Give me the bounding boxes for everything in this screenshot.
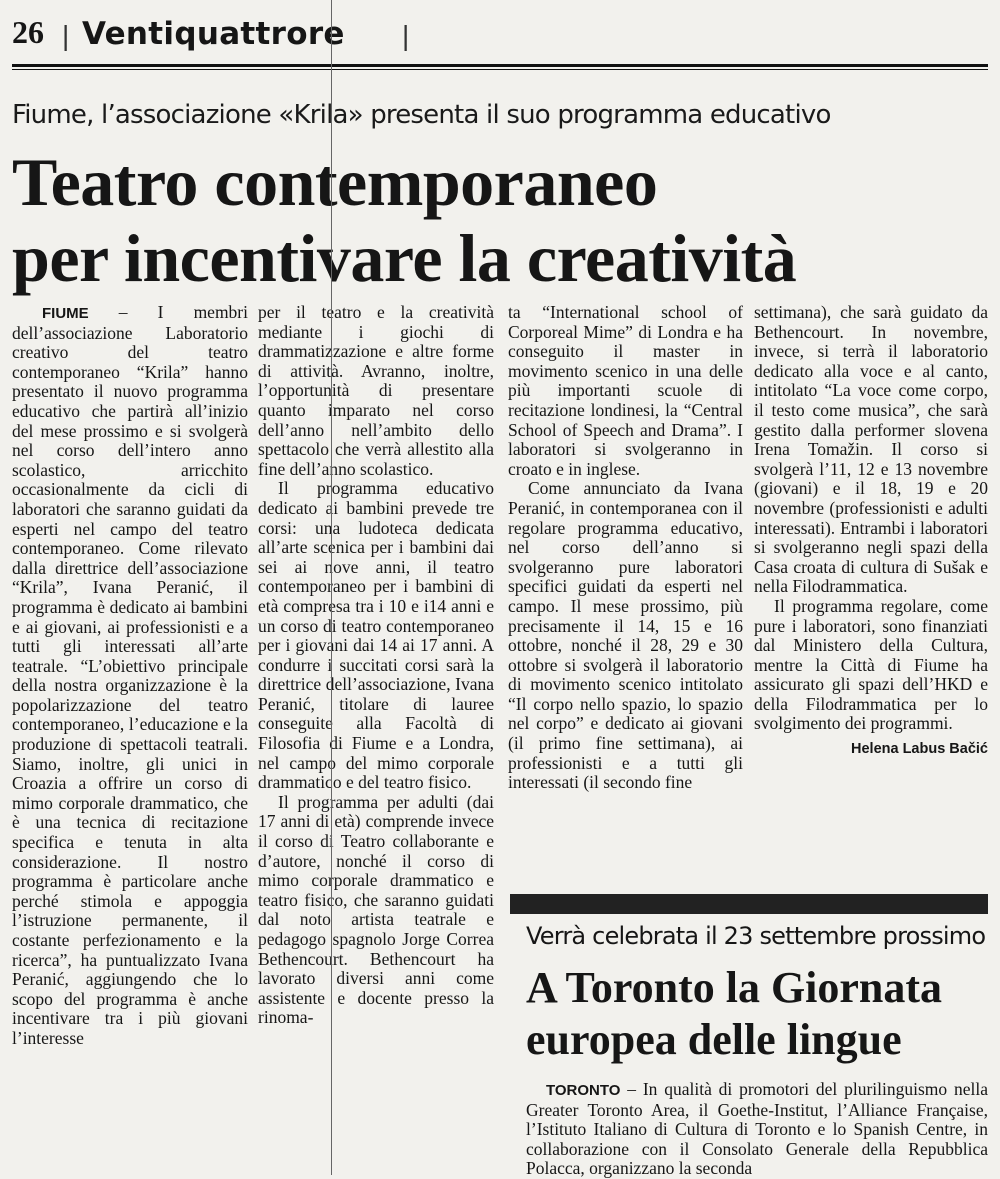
paragraph: per il teatro e la creatività mediante i giochi di drammatizzazione e altre forme di attività. Avranno, inoltre, l’opportunità di presentare quanto imparato nel corso dell’anno nell’ambito dello spettacolo che verrà allestito alla fine dell’anno scolastico. <box>258 302 494 479</box>
paragraph: ta “International school of Corporeal Mime” di Londra e ha conseguito il master in movimento scenico in una delle più importanti scuole di recitazione londinesi, la “Central School of Speech and Drama”. I laboratori si svolgeranno in croato e in inglese. <box>508 302 743 479</box>
paragraph: Il programma per adulti (dai 17 anni di età) comprende invece il corso di Teatro collaborante e d’autore, nonché il corso di mimo corporale drammatico e teatro fisico, che saranno guidati dal noto artista teatrale e pedagogo spagnolo Jorge Correa Bethencourt. Bethencourt ha lavorato diversi anni come assistente e docente presso la rinoma- <box>258 791 494 1028</box>
article-kicker: Fiume, l’associazione «Krila» presenta il suo programma educativo <box>12 100 831 130</box>
page-number: 26 <box>12 14 44 50</box>
paragraph <box>526 1080 988 1179</box>
paragraph <box>12 303 248 1049</box>
section-divider-bar <box>510 894 988 914</box>
paragraph: Il programma educativo dedicato ai bambini prevede tre corsi: una ludoteca dedicata all’arte scenica per i bambini dai sei ai nove anni, il teatro contemporaneo per i bambini di età compresa tra i 10 e i14 anni e un corso di teatro contemporaneo per i giovani dai 14 ai 17 anni. A condurre i succitati corsi sarà la direttrice dell’associazione, Ivana Peranić, titolare di lauree conseguite alla Facoltà di Filosofia di Fiume e a Londra, nel campo del mimo corporale drammatico e del teatro fisico. <box>258 478 494 793</box>
header-separator: | <box>62 20 70 51</box>
headline-line-1: A Toronto la Giornata <box>526 963 943 1012</box>
article-dateline: FIUME <box>42 305 89 322</box>
article-column-4 <box>754 303 988 760</box>
headline-line-2: europea delle lingue <box>526 1015 902 1064</box>
newspaper-name: Ventiquattrore <box>82 16 345 52</box>
paragraph: Il programma regolare, come pure i laboratori, sono finanziati dal Ministero della Cultura, mentre la Città di Fiume ha assicurato gli spazi dell’HKD e della Filodrammatica per lo svolgimento dei programmi. <box>754 595 988 734</box>
paragraph-text: – In qualità di promotori del plurilinguismo nella Greater Toronto Area, il Goethe-Institut, l’Alliance Française, l’Istituto Italiano di Cultura di Toronto e lo Spanish Centre, in collaborazione con il Consolato Generale della Repubblica Polacca, organizzano la seconda <box>526 1079 988 1179</box>
page-header <box>12 14 988 60</box>
header-rule-thin <box>12 69 988 70</box>
article-headline <box>12 144 796 296</box>
paragraph: Come annunciato da Ivana Peranić, in contemporanea con il regolare programma educativo, nel corso dell’anno si svolgeranno pure laboratori specifici guidati da esperti nel campo. Il mese prossimo, più precisamente il 14, 15 e 16 ottobre, nonché il 28, 29 e 30 ottobre si svolgerà il laboratorio di movimento scenico intitolato “Il corpo nello spazio, lo spazio nel corpo” e dedicato ai giovani (il primo fine settimana), ai professionisti e a tutti gli interessati (il secondo fine <box>508 478 743 793</box>
paragraph: settimana), che sarà guidato da Bethencourt. In novembre, invece, si terrà il laboratorio dedicato alla voce e al canto, intitolato “La voce come corpo, il testo come musica”, che sarà gestito dalla performer slovena Irena Tomažin. Il corso si svolgerà l’11, 12 e 13 novembre (giovani) e il 18, 19 e 20 novembre (professionisti e adulti interessati). Entrambi i laboratori si svolgeranno negli spazi della Casa croata di cultura di Sušak e nella Filodrammatica. <box>754 302 988 597</box>
headline-line-2: per incentivare la creatività <box>12 220 797 296</box>
header-rule-thick <box>12 64 988 67</box>
article-column-3 <box>508 303 743 793</box>
article-column-1 <box>12 303 248 1049</box>
article2-kicker: Verrà celebrata il 23 settembre prossimo <box>526 922 986 950</box>
headline-line-1: Teatro contemporaneo <box>12 144 658 220</box>
paragraph-text: – I membri dell’associazione Laboratorio creativo del teatro contemporaneo “Krila” hanno presentato il nuovo programma educativo che partirà all’inizio del mese prossimo e si svolgerà nel corso dell’intero anno scolastico, arricchito occasionalmente da cicli di laboratori che saranno guidati da esperti nel campo del teatro contemporaneo. Come rilevato dalla direttrice dell’associazione “Krila”, Ivana Peranić, il programma è dedicato ai bambini e ai giovani, ai professionisti e a tutti gli interessati all’arte teatrale. “L’obiettivo principale della nostra organizzazione è la popolarizzazione del teatro contemporaneo, l’educazione e la produzione di spettacoli teatrali. Siamo, inoltre, gli unici in Croazia a offrire un corso di mimo corporale drammatico, che è una tecnica di recitazione specifica e tenuta in alta considerazione. Il nostro programma è particolare anche perché stimola e appoggia l’istruzione permanente, il costante perfezionamento e la ricerca”, ha puntualizzato Ivana Peranić, aggiungendo che lo scopo del programma è anche incentivare tra i più giovani l’interesse <box>12 302 248 1048</box>
header-separator: | <box>402 20 410 51</box>
article2-dateline: TORONTO <box>546 1082 621 1099</box>
article2-headline <box>526 962 942 1066</box>
article-byline: Helena Labus Bačić <box>851 741 988 758</box>
article2-body <box>526 1080 988 1179</box>
article-column-2 <box>258 303 494 1028</box>
page-fold-line <box>331 0 332 1175</box>
